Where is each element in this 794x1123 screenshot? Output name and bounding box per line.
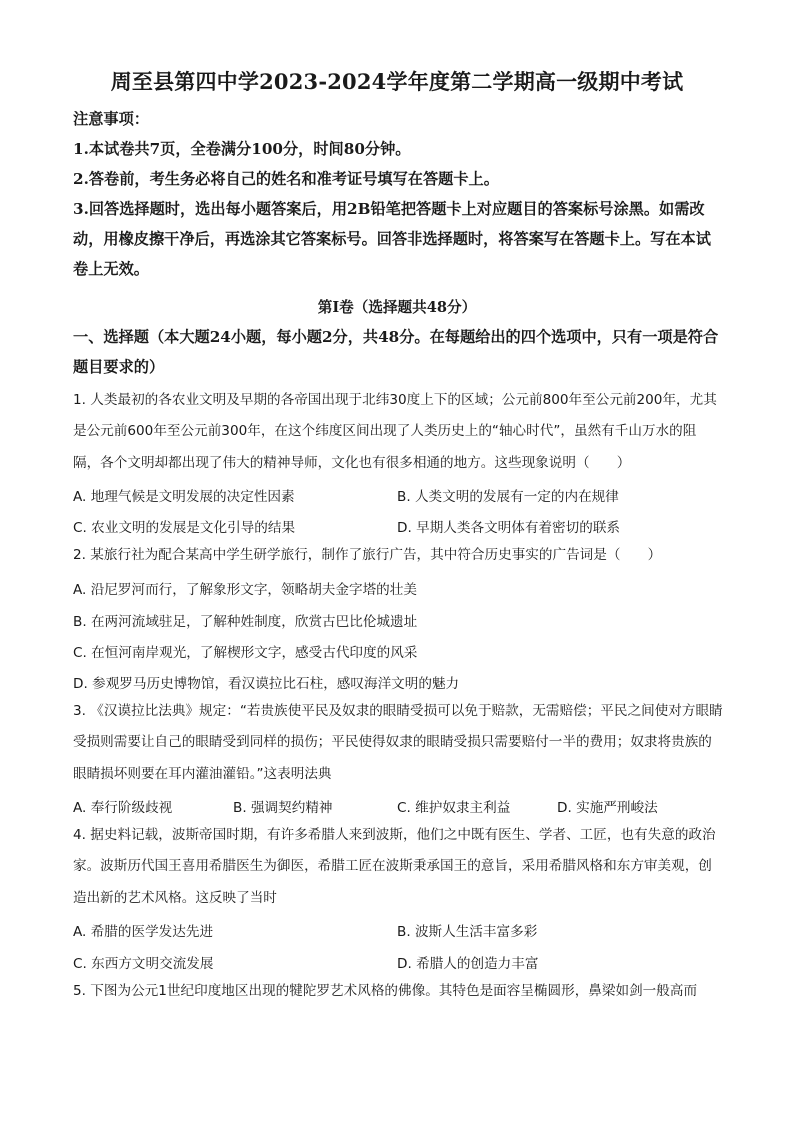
volume-title: 第Ⅰ卷（选择题共48分） <box>317 299 477 316</box>
question-4-option-b[interactable]: B. 波斯人生活丰富多彩 <box>397 924 538 940</box>
question-3-stem: 3. 《汉谟拉比法典》规定：“若贵族使平民及奴隶的眼睛受损可以免于赔款，无需赔偿；平民之间使对方眼睛受损则需要让自己的眼睛受到同样的损伤；平民使得奴隶的眼睛受损只需要赔付一半的费用；奴隶将贵族的眼睛损坏则要在耳内灌油灌铅。”这表明法典 <box>73 703 723 782</box>
question-4-option-d[interactable]: D. 希腊人的创造力丰富 <box>397 956 539 972</box>
question-3-option-c[interactable]: C. 维护奴隶主利益 <box>397 800 511 816</box>
question-3-option-a[interactable]: A. 奉行阶级歧视 <box>73 800 173 816</box>
question-1-option-c[interactable]: C. 农业文明的发展是文化引导的结果 <box>73 520 296 536</box>
question-5-stem: 5. 下图为公元1世纪印度地区出现的犍陀罗艺术风格的佛像。其特色是面容呈椭圆形，鼻梁如剑一般高而 <box>73 983 698 999</box>
section-heading: 一、选择题（本大题24小题，每小题2分，共48分。在每题给出的四个选项中，只有一项是符合题目要求的） <box>73 328 719 376</box>
notice-3: 3.回答选择题时，选出每小题答案后，用2B铅笔把答题卡上对应题目的答案标号涂黑。如需改动，用橡皮擦干净后，再选涂其它答案标号。回答非选择题时，将答案写在答题卡上。写在本试卷上无效。 <box>73 200 711 278</box>
question-3-option-d[interactable]: D. 实施严刑峻法 <box>557 800 658 816</box>
question-2-option-b[interactable]: B. 在两河流域驻足，了解种姓制度，欣赏古巴比伦城遗址 <box>73 614 418 630</box>
question-3-option-b[interactable]: B. 强调契约精神 <box>233 800 333 816</box>
question-2-stem: 2. 某旅行社为配合某高中学生研学旅行，制作了旅行广告，其中符合历史事实的广告词是（ ） <box>73 547 662 563</box>
exam-title: 周至县第四中学2023-2024学年度第二学期高一级期中考试 <box>110 69 684 94</box>
notice-heading: 注意事项： <box>73 110 149 128</box>
question-4-option-c[interactable]: C. 东西方文明交流发展 <box>73 956 214 972</box>
question-2-option-a[interactable]: A. 沿尼罗河而行，了解象形文字，领略胡夫金字塔的壮美 <box>73 582 417 598</box>
question-4-stem: 4. 据史料记载，波斯帝国时期，有许多希腊人来到波斯，他们之中既有医生、学者、工匠，也有失意的政治家。波斯历代国王喜用希腊医生为御医，希腊工匠在波斯秉承国王的意旨，采用希腊风格和东方审美观，创造出新的艺术风格。这反映了当时 <box>73 827 716 906</box>
question-1-option-b[interactable]: B. 人类文明的发展有一定的内在规律 <box>397 489 619 505</box>
notice-1: 1.本试卷共7页，全卷满分100分，时间80分钟。 <box>73 140 411 158</box>
question-2-option-c[interactable]: C. 在恒河南岸观光，了解楔形文字，感受古代印度的风采 <box>73 645 418 661</box>
question-2-option-d[interactable]: D. 参观罗马历史博物馆，看汉谟拉比石柱，感叹海洋文明的魅力 <box>73 676 460 692</box>
question-1-option-a[interactable]: A. 地理气候是文明发展的决定性因素 <box>73 489 295 505</box>
question-1-option-d[interactable]: D. 早期人类各文明体有着密切的联系 <box>397 520 621 536</box>
question-1-stem: 1. 人类最初的各农业文明及早期的各帝国出现于北纬30度上下的区域；公元前800年至公元前200年，尤其是公元前600年至公元前300年，在这个纬度区间出现了人类历史上的“轴心时代”，虽然有千山万水的阻隔，各个文明却都出现了伟大的精神导师，文化也有很多相通的地方。这些现象说明（ ） <box>73 392 717 471</box>
question-4-option-a[interactable]: A. 希腊的医学发达先进 <box>73 924 214 940</box>
notice-2: 2.答卷前，考生务必将自己的姓名和准考证号填写在答题卡上。 <box>73 170 499 188</box>
